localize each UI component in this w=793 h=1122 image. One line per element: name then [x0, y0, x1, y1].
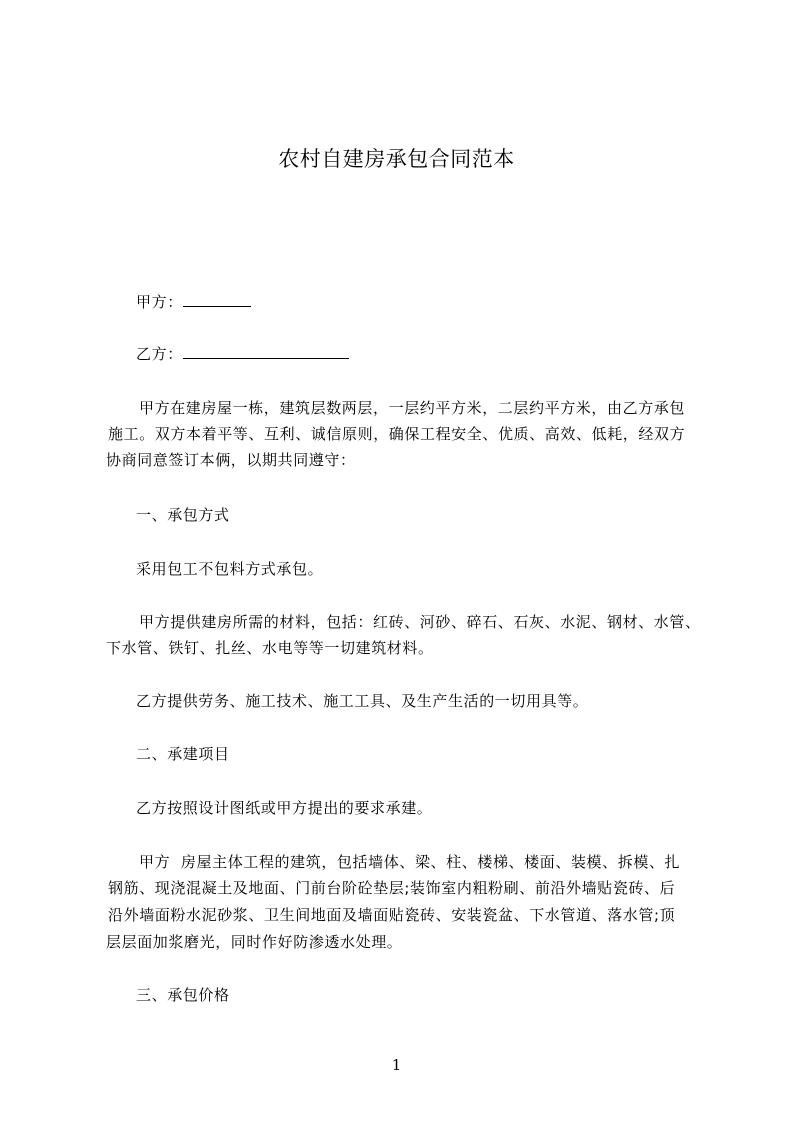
- section-2-paragraph-2-line-4: 层层面加浆磨光，同时作好防渗透水处理。: [106, 933, 403, 951]
- party-a-line: [136, 292, 736, 312]
- section-1-paragraph-3: 乙方提供劳务、施工技术、施工工具、及生产生活的一切用具等。: [136, 692, 589, 710]
- intro-line-3: 协商同意签订本俩，以期共同遵守：: [106, 451, 356, 469]
- section-1-paragraph-2-line-1: 甲方提供建房所需的材料，包括：红砖、河砂、碎石、石灰、水泥、钢材、水管、: [139, 613, 701, 631]
- section-1-paragraph-2-line-2: 下水管、铁钉、扎丝、水电等等一切建筑材料。: [106, 639, 434, 657]
- intro-line-2: 施工。双方本着平等、互利、诚信原则，确保工程安全、优质、高效、低耗，经双方: [108, 425, 686, 443]
- section-2-heading: 二、承建项目: [136, 745, 230, 763]
- intro-line-1: 甲方在建房屋一栋，建筑层数两层，一层约平方米，二层约平方米，由乙方承包: [139, 399, 686, 417]
- party-a-blank: [183, 292, 251, 307]
- section-2-paragraph-2-line-3: 沿外墙面粉水泥砂浆、卫生间地面及墙面贴瓷砖、安装瓷盆、下水管道、落水管;顶: [108, 906, 676, 924]
- section-2-paragraph-2-line-2: 钢筋、现浇混凝土及地面、门前台阶砼垫层;装饰室内粗粉刷、前沿外墙贴瓷砖、后: [108, 879, 676, 897]
- party-b-blank: [183, 344, 349, 359]
- party-b-label: 乙方：: [136, 345, 183, 363]
- section-2-paragraph-2-line-1: 甲方 房屋主体工程的建筑，包括墙体、梁、柱、楼梯、楼面、装模、拆模、扎: [139, 853, 681, 871]
- section-3-heading: 三、承包价格: [136, 986, 230, 1004]
- section-1-paragraph-1: 采用包工不包料方式承包。: [136, 560, 324, 578]
- section-1-heading: 一、承包方式: [136, 506, 230, 524]
- party-a-label: 甲方：: [136, 293, 183, 311]
- section-2-paragraph-1: 乙方按照设计图纸或甲方提出的要求承建。: [136, 799, 433, 817]
- document-title: 农村自建房承包合同范本: [278, 147, 515, 171]
- party-b-line: [136, 344, 736, 364]
- page-number: 1: [391, 1056, 402, 1074]
